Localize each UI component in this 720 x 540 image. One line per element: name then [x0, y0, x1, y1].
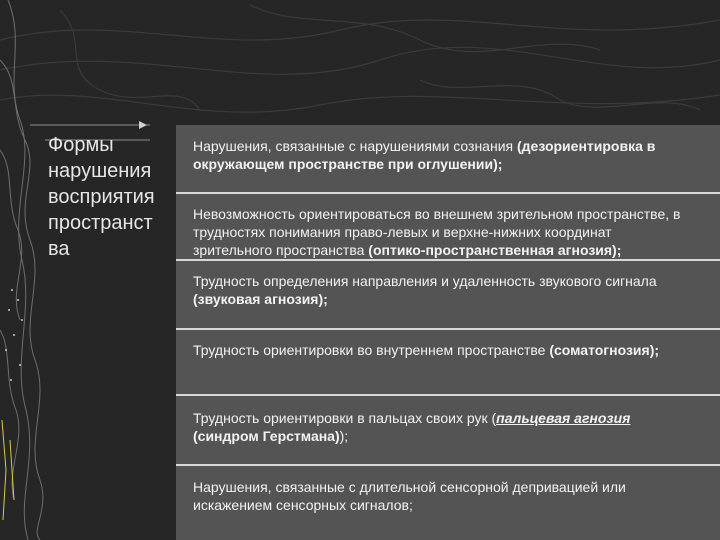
item-emphasis: пальцевая агнозия	[496, 410, 631, 426]
item-text: Трудность ориентировки в пальцах своих рук (	[193, 410, 497, 426]
item-text: );	[339, 428, 349, 444]
list-item	[193, 205, 693, 259]
row-divider	[176, 192, 720, 194]
item-text: Трудность ориентировки во внутреннем пространстве	[193, 342, 550, 358]
item-emphasis: (соматогнозия);	[549, 342, 660, 358]
item-text: Трудность определения направления и удаленность звукового сигнала	[193, 273, 657, 289]
item-text: Нарушения, связанные с длительной сенсорной депривацией или искажением сенсорных сигналов;	[193, 479, 626, 513]
item-emphasis: (оптико-пространственная агнозия);	[368, 242, 622, 258]
item-text: Нарушения, связанные с нарушениями сознания	[193, 138, 517, 154]
row-divider	[176, 464, 720, 466]
slide-title: Формы нарушения восприятия пространст ва	[48, 134, 155, 260]
item-emphasis: (дезориентировка в окружающем пространстве при оглушении);	[193, 138, 656, 172]
row-divider	[176, 328, 720, 330]
list-item	[193, 137, 693, 173]
list-item	[193, 272, 693, 308]
item-text: Невозможность ориентироваться во внешнем зрительном пространстве, в трудностях понимания право-левых и верхне-нижних координат зрительного пространства	[193, 206, 681, 258]
row-divider	[176, 259, 720, 261]
list-item	[193, 478, 693, 514]
list-item	[193, 409, 693, 445]
list-item	[193, 341, 693, 359]
row-divider	[176, 394, 720, 396]
item-emphasis: (звуковая агнозия);	[193, 291, 328, 307]
item-emphasis: (синдром Герстмана)	[193, 428, 340, 444]
